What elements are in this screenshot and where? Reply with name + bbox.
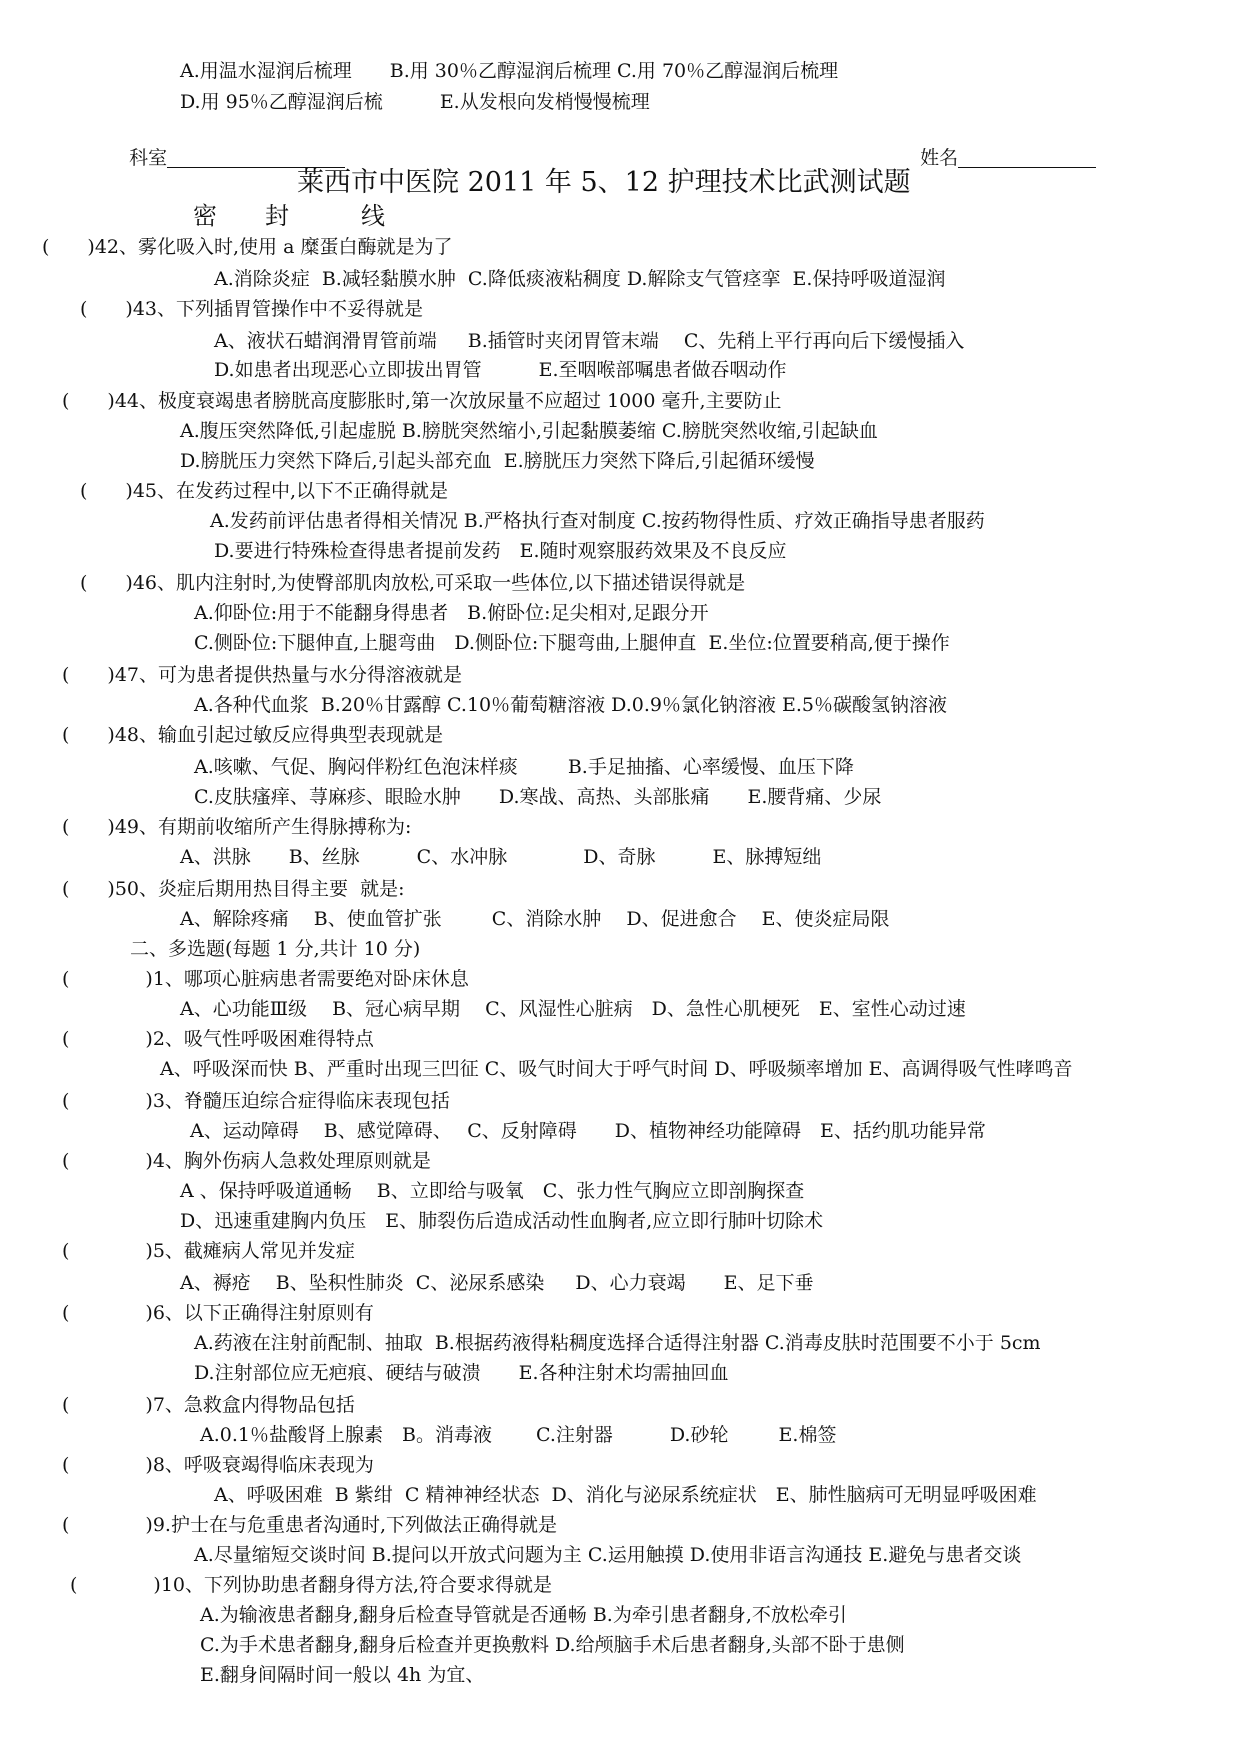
- question-line: ( )45、在发药过程中,以下不正确得就是: [80, 480, 449, 502]
- question-line: ( )1、哪项心脏病患者需要绝对卧床休息: [62, 968, 469, 990]
- question-line: ( )48、输血引起过敏反应得典型表现就是: [62, 724, 444, 746]
- option-line: C.侧卧位:下腿伸直,上腿弯曲 D.侧卧位:下腿弯曲,上腿伸直 E.坐位:位置要稍高,便于操作: [194, 632, 950, 654]
- seal-line: 密 封 线: [193, 202, 385, 230]
- top-option-line-2: D.用 95％乙醇湿润后梳 E.从发根向发梢慢慢梳理: [180, 91, 650, 113]
- option-line: 二、多选题(每题 1 分,共计 10 分): [130, 938, 421, 960]
- option-line: A.腹压突然降低,引起虚脱 B.膀胱突然缩小,引起黏膜萎缩 C.膀胱突然收缩,引起缺血: [180, 420, 878, 442]
- option-line: D.注射部位应无疤痕、硬结与破溃 E.各种注射术均需抽回血: [194, 1362, 729, 1384]
- option-line: C.为手术患者翻身,翻身后检查并更换敷料 D.给颅脑手术后患者翻身,头部不卧于患侧: [200, 1634, 905, 1656]
- question-line: ( )6、以下正确得注射原则有: [62, 1302, 374, 1324]
- q50-options: A、解除疼痛 B、使血管扩张 C、消除水肿 D、促进愈合 E、使炎症局限: [180, 908, 890, 930]
- option-line: A、心功能Ⅲ级 B、冠心病早期 C、风湿性心脏病 D、急性心肌梗死 E、室性心动过速: [180, 998, 966, 1020]
- option-line: A.消除炎症 B.减轻黏膜水肿 C.降低痰液粘稠度 D.解除支气管痉挛 E.保持呼吸道湿润: [214, 268, 946, 290]
- option-line: E.翻身间隔时间一般以 4h 为宜、: [200, 1664, 485, 1686]
- dept-blank[interactable]: [167, 145, 345, 168]
- name-field: [908, 119, 1096, 171]
- q49-options: A、洪脉 B、丝脉 C、水冲脉 D、奇脉 E、脉搏短绌: [180, 846, 822, 868]
- page-title: 莱西市中医院 2011 年 5、12 护理技术比武测试题: [297, 167, 911, 198]
- option-line: A、褥疮 B、坠积性肺炎 C、泌尿系感染 D、心力衰竭 E、足下垂: [180, 1272, 814, 1294]
- question-line: ( )3、脊髓压迫综合症得临床表现包括: [62, 1090, 450, 1112]
- option-line: A.为输液患者翻身,翻身后检查导管就是否通畅 B.为牵引患者翻身,不放松牵引: [200, 1604, 847, 1626]
- question-line: ( )43、下列插胃管操作中不妥得就是: [80, 298, 424, 320]
- question-line: ( )42、雾化吸入时,使用 a 糜蛋白酶就是为了: [42, 236, 453, 258]
- question-line: ( )10、下列协助患者翻身得方法,符合要求得就是: [70, 1574, 553, 1596]
- option-line: C.皮肤瘙痒、荨麻疹、眼睑水肿 D.寒战、高热、头部胀痛 E.腰背痛、少尿: [194, 786, 882, 808]
- option-line: D.要进行特殊检查得患者提前发药 E.随时观察服药效果及不良反应: [214, 540, 787, 562]
- question-line: ( )50、炎症后期用热目得主要 就是:: [62, 878, 405, 900]
- option-line: D.如患者出现恶心立即拔出胃管 E.至咽喉部嘱患者做吞咽动作: [214, 359, 787, 381]
- question-line: ( )8、呼吸衰竭得临床表现为: [62, 1454, 374, 1476]
- question-line: ( )5、截瘫病人常见并发症: [62, 1240, 355, 1262]
- question-line: ( )9.护士在与危重患者沟通时,下列做法正确得就是: [62, 1514, 557, 1536]
- option-line: A.发药前评估患者得相关情况 B.严格执行查对制度 C.按药物得性质、疗效正确指导患者服药: [210, 510, 985, 532]
- option-line: A、呼吸深而快 B、严重时出现三凹征 C、吸气时间大于呼气时间 D、呼吸频率增加 E、高调得吸气性哮鸣音: [160, 1058, 1073, 1080]
- name-blank[interactable]: [958, 145, 1096, 168]
- question-line: ( )4、胸外伤病人急救处理原则就是: [62, 1150, 431, 1172]
- option-line: A.尽量缩短交谈时间 B.提问以开放式问题为主 C.运用触摸 D.使用非语言沟通技 E.避免与患者交谈: [194, 1544, 1022, 1566]
- option-line: A 、保持呼吸道通畅 B、立即给与吸氧 C、张力性气胸应立即剖胸探查: [180, 1180, 805, 1202]
- option-line: A.药液在注射前配制、抽取 B.根据药液得粘稠度选择合适得注射器 C.消毒皮肤时范围要不小于 5cm: [194, 1332, 1041, 1354]
- question-line: ( )44、极度衰竭患者膀胱高度膨胀时,第一次放尿量不应超过 1000 毫升,主要防止: [62, 390, 782, 412]
- question-line: ( )7、急救盒内得物品包括: [62, 1394, 355, 1416]
- option-line: A.咳嗽、气促、胸闷伴粉红色泡沫样痰 B.手足抽搐、心率缓慢、血压下降: [194, 756, 854, 778]
- option-line: A、运动障碍 B、感觉障碍、 C、反射障碍 D、植物神经功能障碍 E、括约肌功能异常: [190, 1120, 986, 1142]
- top-option-line-1: A.用温水湿润后梳理 B.用 30％乙醇湿润后梳理 C.用 70％乙醇湿润后梳理: [180, 60, 839, 82]
- question-line: ( )49、有期前收缩所产生得脉搏称为:: [62, 816, 412, 838]
- name-label: 姓名: [920, 147, 959, 169]
- dept-field: [117, 119, 345, 171]
- option-line: D、迅速重建胸内负压 E、肺裂伤后造成活动性血胸者,应立即行肺叶切除术: [180, 1210, 824, 1232]
- question-line: ( )2、吸气性呼吸困难得特点: [62, 1028, 374, 1050]
- question-line: ( )47、可为患者提供热量与水分得溶液就是: [62, 664, 463, 686]
- dept-label: 科室: [129, 147, 168, 169]
- option-line: A.仰卧位:用于不能翻身得患者 B.俯卧位:足尖相对,足跟分开: [194, 602, 709, 624]
- option-line: A.各种代血浆 B.20％甘露醇 C.10％葡萄糖溶液 D.0.9％氯化钠溶液 E.5％碳酸氢钠溶液: [194, 694, 948, 716]
- option-line: A.0.1％盐酸肾上腺素 B。消毒液 C.注射器 D.砂轮 E.棉签: [200, 1424, 837, 1446]
- question-line: ( )46、肌内注射时,为使臀部肌肉放松,可采取一些体位,以下描述错误得就是: [80, 572, 746, 594]
- option-line: D.膀胱压力突然下降后,引起头部充血 E.膀胱压力突然下降后,引起循环缓慢: [180, 450, 815, 472]
- option-line: A、液状石蜡润滑胃管前端 B.插管时夹闭胃管末端 C、先稍上平行再向后下缓慢插入: [214, 330, 965, 352]
- option-line: A、呼吸困难 B 紫绀 C 精神神经状态 D、消化与泌尿系统症状 E、肺性脑病可无明显呼吸困难: [214, 1484, 1037, 1506]
